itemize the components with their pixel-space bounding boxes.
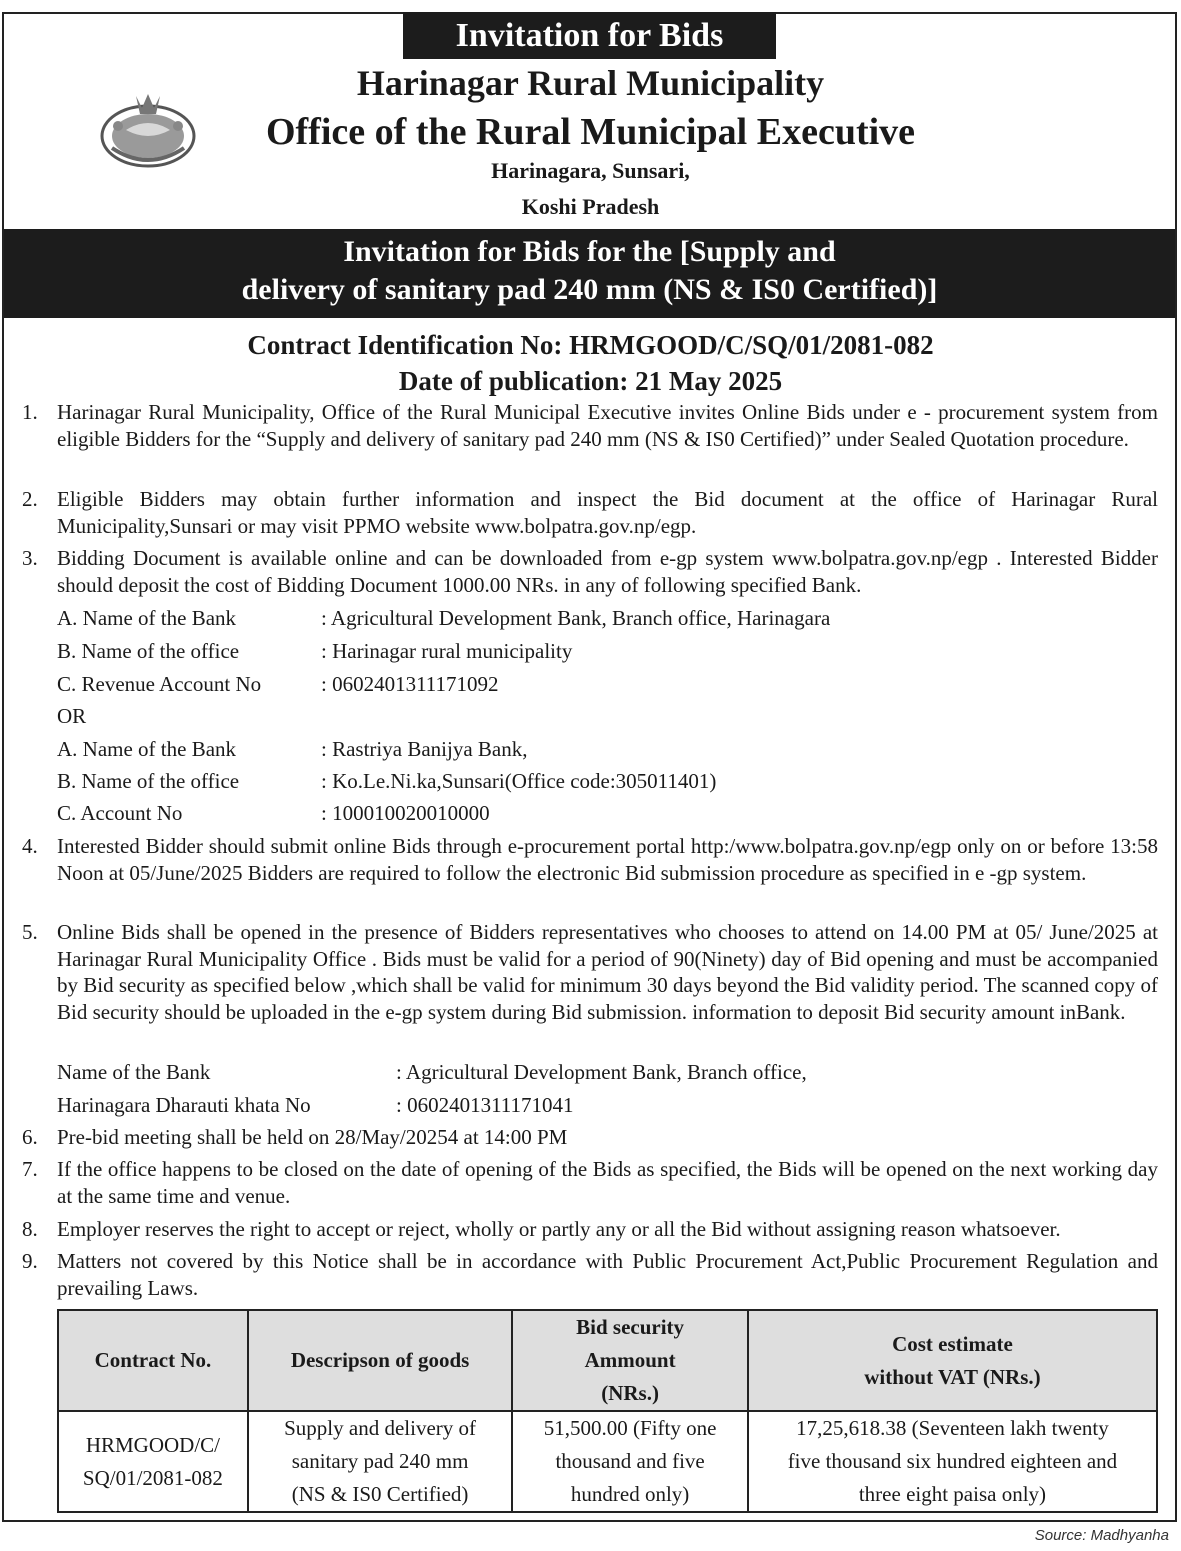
security-bank-label: Name of the Bank	[57, 1060, 211, 1084]
security-khata-value: : 0602401311171041	[396, 1093, 574, 1117]
bank2-office-label: B. Name of the office	[57, 769, 240, 793]
item-number: 3.	[22, 546, 38, 570]
cell-contract-no: HRMGOOD/C/ SQ/01/2081-082	[58, 1411, 248, 1512]
office-address: Harinagara, Sunsari,	[491, 158, 690, 183]
contract-identification: Contract Identification No: HRMGOOD/C/SQ/01/2081-082	[247, 330, 934, 360]
item-number: 9.	[22, 1249, 38, 1273]
or-separator: OR	[57, 704, 87, 728]
item-number: 1.	[22, 400, 38, 424]
publication-date: Date of publication: 21 May 2025	[398, 366, 783, 396]
bank1-office-value: : Harinagar rural municipality	[321, 639, 573, 663]
office-province: Koshi Pradesh	[521, 194, 660, 219]
item-number: 8.	[22, 1217, 38, 1241]
item-number: 5.	[22, 920, 38, 944]
bank2-account-value: : 100010020010000	[321, 801, 490, 825]
office-name: Office of the Rural Municipal Executive	[265, 111, 916, 153]
item-number: 4.	[22, 834, 38, 858]
bank2-office-value: : Ko.Le.Ni.ka,Sunsari(Office code:305011401)	[321, 769, 717, 793]
header-contract-no: Contract No.	[58, 1310, 248, 1411]
paragraph-5: Online Bids shall be opened in the presence of Bidders representatives who chooses to attend on 14.00 PM at 05/ June/2025 at Harinagar Rural Municipality Office . Bids must be valid for a period of 90(Ninety) day of Bid opening and must be accompanied by Bid security as specified below ,which shall be valid for minimum 30 days beyond the Bid validity period. The scanned copy of Bid security should be uploaded in the e-gp system during Bid submission. information to deposit Bid security amount inBank.	[57, 920, 1158, 1024]
bank1-bank-value: : Agricultural Development Bank, Branch office, Harinagara	[321, 606, 831, 630]
header-description: Descripson of goods	[248, 1310, 513, 1411]
cell-cost-estimate: 17,25,618.38 (Seventeen lakh twenty five thousand six hundred eighteen and three eight paisa only)	[748, 1411, 1157, 1512]
paragraph-3: Bidding Document is available online and can be downloaded from e-gp system www.bolpatra.gov.np/egp . Interested Bidder should deposit the cost of Bidding Document 1000.00 NRs. in any of following specified Bank.	[57, 546, 1158, 597]
header-bid-security: Bid security Ammount (NRs.)	[512, 1310, 748, 1411]
item-number: 6.	[22, 1125, 38, 1149]
municipality-name: Harinagar Rural Municipality	[356, 63, 825, 103]
paragraph-6: Pre-bid meeting shall be held on 28/May/20254 at 14:00 PM	[57, 1125, 568, 1149]
security-khata-label: Harinagara Dharauti khata No	[57, 1093, 311, 1117]
table-header-row	[58, 1310, 1157, 1411]
cell-bid-security: 51,500.00 (Fifty one thousand and five hundred only)	[512, 1411, 748, 1512]
title-line-1: Invitation for Bids for the [Supply and	[343, 235, 836, 268]
title-band	[4, 229, 1175, 318]
item-number: 7.	[22, 1157, 38, 1181]
item-number: 2.	[22, 487, 38, 511]
source-credit: Source: Madhyanha	[1034, 1527, 1169, 1544]
security-bank-value: : Agricultural Development Bank, Branch office,	[396, 1060, 807, 1084]
paragraph-7: If the office happens to be closed on the date of opening of the Bids as specified, the Bids will be opened on the next working day at the same time and venue.	[57, 1157, 1158, 1208]
paragraph-2: Eligible Bidders may obtain further information and inspect the Bid document at the office of Harinagar Rural Municipality,Sunsari or may visit PPMO website www.bolpatra.gov.np/egp.	[57, 487, 1158, 538]
paragraph-8: Employer reserves the right to accept or reject, wholly or partly any or all the Bid without assigning reason whatsoever.	[57, 1217, 1061, 1241]
bank2-bank-label: A. Name of the Bank	[57, 737, 237, 761]
title-line-2: delivery of sanitary pad 240 mm (NS & IS0 Certified)]	[241, 273, 938, 306]
paragraph-9: Matters not covered by this Notice shall be in accordance with Public Procurement Act,Public Procurement Regulation and prevailing Laws.	[57, 1249, 1158, 1300]
bank2-account-label: C. Account No	[57, 801, 183, 825]
bid-table	[57, 1309, 1158, 1513]
bank1-account-label: C. Revenue Account No	[57, 672, 262, 696]
invitation-banner: Invitation for Bids	[403, 12, 776, 59]
table-row	[58, 1411, 1157, 1512]
bank1-account-value: : 0602401311171092	[321, 672, 499, 696]
bank2-bank-value: : Rastriya Banijya Bank,	[321, 737, 528, 761]
paragraph-4: Interested Bidder should submit online Bids through e-procurement portal http:/www.bolpatra.gov.np/egp only on or before 13:58 Noon at 05/June/2025 Bidders are required to follow the electronic Bid submission procedure as specified in e -gp system.	[57, 834, 1158, 885]
cell-description: Supply and delivery of sanitary pad 240 mm (NS & IS0 Certified)	[248, 1411, 513, 1512]
bank1-bank-label: A. Name of the Bank	[57, 606, 237, 630]
paragraph-1: Harinagar Rural Municipality, Office of the Rural Municipal Executive invites Online Bids under e - procurement system from eligible Bidders for the “Supply and delivery of sanitary pad 240 mm (NS & IS0 Certified)” under Sealed Quotation procedure.	[57, 400, 1158, 451]
header-cost-estimate: Cost estimate without VAT (NRs.)	[748, 1310, 1157, 1411]
bank1-office-label: B. Name of the office	[57, 639, 240, 663]
